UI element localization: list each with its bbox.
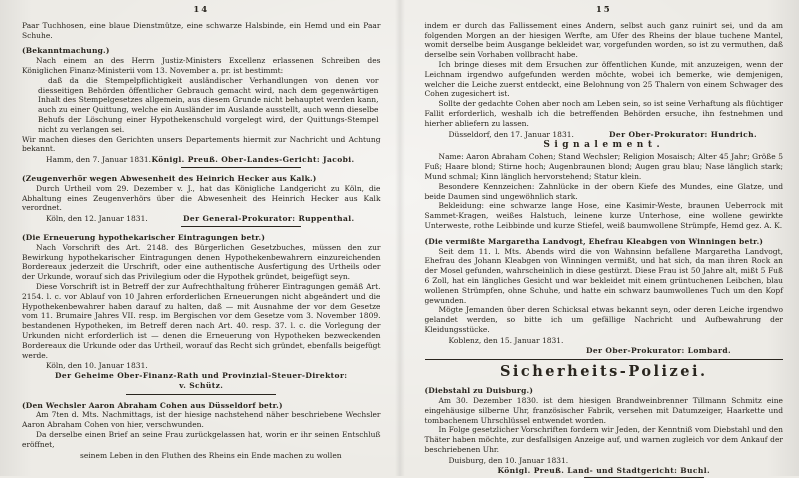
paragraph: Wir machen dieses den Gerichten unsers Departements hiermit zur Nachricht und Achtung bekannt. [22,135,381,155]
dateline [425,456,784,466]
dateline [22,155,381,165]
page-number-left: 14 [22,6,381,16]
dateline-place-date: Köln, den 10. Januar 1831. [46,361,148,371]
dateline [425,336,784,346]
page-14 [0,0,395,476]
paragraph: Da derselbe einen Brief an seine Frau zurückgelassen hat, worin er ihr seinen Entschluß eröffnet, [22,430,381,450]
paragraph: Ich bringe dieses mit dem Ersuchen zur öffentlichen Kunde, mit anzuzeigen, wenn der Leichnam irgendwo aufgefunden werden möchte, wobei ich bemerke, wie demjenigen, welcher die Leiche zuerst entdeckt, eine Belohnung von 25 Thalern von einem Schwager des Cohen zugesichert ist. [425,60,784,99]
paragraph: daß da die Stempelpflichtigkeit ausländischer Verhandlungen von denen vor diesseitigen Behörden öffentlicher Gebrauch gemacht wird, nach dem gegenwärtigen Inhalt des Stempelgesetzes allgemein, aus diesem Grunde nicht behauptet werden kann, auch zu einer Quittung, welche ein Ausländer im Auslande ausstellt, auch wenn dieselbe Behufs der Löschung einer Hypothekenschuld vorgelegt wird, der Quittungs-Stempel nicht zu verlangen sei. [38,76,379,135]
paragraph: Bekleidung: eine schwarze lange Hose, eine Kasimir-Weste, braunen Ueberrock mit Sammet-Kragen, weißes Halstuch, leinene kurze Unterhose, eine wollene gewirkte Unterweste, rothe Leibbinde und kurze Stiefel, weiß baumwollene Strümpfe, Hemd gez. A. K. [425,201,784,230]
paragraph: Seit dem 11. l. Mts. Abends wird die von Wahnsinn befallene Margaretha Landvogt, Ehefrau des Johann Kleabgen von Winningen vermißt, und hat sich, da man ihren Rock an der Mosel gefunden, wahrscheinlich in diese gestürzt. Diese Frau ist 50 Jahre alt, mißt 5 Fuß 6 Zoll, hat ein längliches Gesicht und war bekleidet mit einem grüntuchenen Leibchen, blau wollenen Strümpfen, ohne Schuhe, und hatte ein schwarz baumwollenes Tuch um den Kopf gewunden. [425,247,784,306]
page-15 [405,0,799,476]
signature-line: Königl. Preuß. Land- und Stadtgericht: Buchl. [425,466,784,476]
paragraph: indem er durch das Fallissement eines Andern, selbst auch ganz ruinirt sei, und da am folgenden Morgen an der hiesigen Werfte, am Ufer des Rheins der blaue tuchene Mantel, womit derselbe beim Ausgange bekleidet war, vorgefunden worden, so ist zu vermuthen, daß derselbe sein Vorhaben vollbracht habe. [425,21,784,60]
signature-line: v. Schütz. [22,381,381,391]
signature-line: Der Geheime Ober-Finanz-Rath und Provinzial-Steuer-Direktor: [22,371,381,381]
paragraph: Am 7ten d. Mts. Nachmittags, ist der hiesige nachstehend näher beschriebene Wechsler Aaron Abraham Cohen von hier, verschwunden. [22,410,381,430]
section-heading: (Zeugenverhör wegen Abwesenheit des Heinrich Hecker aus Kalk.) [22,174,381,184]
paragraph: Durch Urtheil vom 29. Dezember v. J., hat das Königliche Landgericht zu Köln, die Abhaltung eines Zeugenverhörs über die Abwesenheit des Heinrich Hecker aus Kalk verordnet. [22,184,381,213]
divider [181,226,301,227]
section-heading: (Die vermißte Margaretha Landvogt, Ehefrau Kleabgen von Winningen betr.) [425,237,784,247]
dateline-place-date: Duisburg, den 10. Januar 1831. [449,456,569,466]
paragraph: Name: Aaron Abraham Cohen; Stand Wechsler; Religion Mosaisch; Alter 45 Jahr; Größe 5 Fuß; Haare blond; Stirne hoch; Augenbraunen blond; Augen grau blau; Nase länglich stark; Mund schmal; Kinn länglich hervorstehend; Statur klein. [425,152,784,181]
section-heading: (Die Erneuerung hypothekarischer Eintragungen betr.) [22,233,381,243]
dateline [22,214,381,224]
paragraph: Paar Tuchhosen, eine blaue Dienstmütze, eine schwarze Halsbinde, ein Hemd und ein Paar Schuhe. [22,21,381,41]
signature: Königl. Preuß. Ober-Landes-Gericht: Jacobi. [152,155,355,165]
dateline-place-date: Düsseldorf, den 17. Januar 1831. [449,130,574,140]
inset-quote-line: seinem Leben in den Fluthen des Rheins ein Ende machen zu wollen [22,451,381,461]
paragraph: Nach Vorschrift des Art. 2148. des Bürgerlichen Gesetzbuches, müssen den zur Bewirkung hypothekarischer Eintragungen denen Hypothekenbewahrern einzureichenden Bordereaux jederzeit die Urschrift, oder eine authentische Ausfertigung des Urtheils oder der Urkunde, worauf sich das Privilegium oder die Hypothek gründet, beigefügt seyn. [22,243,381,282]
section-heading: (Bekanntmachung.) [22,46,381,56]
signature: Der General-Prokurator: Ruppenthal. [183,214,355,224]
section-heading: (Den Wechsler Aaron Abraham Cohen aus Düsseldorf betr.) [22,401,381,411]
divider [425,359,784,360]
paragraph: Am 30. Dezember 1830. ist dem hiesigen Brandweinbrenner Tillmann Schmitz eine eingehäusige silberne Uhr, französischer Fabrik, versehen mit Datumzeiger, Haarkette und tombachenem Uhrschlüssel entwendet worden. [425,396,784,425]
page-number-right: 15 [425,6,784,16]
dateline-place-date: Köln, den 12. Januar 1831. [46,214,148,224]
heading: Signalement. [425,140,784,151]
section-heading: (Diebstahl zu Duisburg.) [425,386,784,396]
dateline-place-date: Hamm, den 7. Januar 1831. [46,155,151,165]
page-gutter [395,0,405,476]
heading: Sicherheits-Polizei. [425,363,784,380]
paragraph: In Folge gesetzlicher Vorschriften fordern wir Jeden, der Kenntniß vom Diebstahl und den Thäter haben möchte, zur desfallsigen Anzeige auf, und warnen zugleich vor dem Ankauf der beschriebenen Uhr. [425,425,784,454]
signature: Der Ober-Prokurator: Hundrich. [609,130,757,140]
dateline [425,130,784,140]
paragraph: Nach einem an des Herrn Justiz-Ministers Excellenz erlassenen Schreiben des Königlichen Finanz-Ministerii vom 13. November a. pr. ist bestimmt: [22,56,381,76]
divider [181,167,301,168]
page-15-content [425,21,784,478]
paragraph: Besondere Kennzeichen: Zahnlücke in der obern Kiefe des Mundes, eine Glatze, und beide Daumen sind ungewöhnlich stark. [425,182,784,202]
paragraph: Diese Vorschrift ist in Betreff der zur Aufrechthaltung früherer Eintragungen gemäß Art. 2154. l. c. vor Ablauf von 10 Jahren erforderlichen Erneuerungen nicht abgeändert und die Hypothekenbewahrer haben darauf zu halten, daß — mit Ausnahme der vor dem Gesetze vom 11. Brumaire Jahres VII. resp. im Bergischen vor dem Gesetze vom 3. November 1809. bestandenen Hypotheken, im Betreff deren nach Art. 40. resp. 37. l. c. die Vorlegung der Urkunden nicht erforderlich ist — denen die Erneuerung von Hypotheken bezweckenden Bordereaux die Urkunde oder das Urtheil, worauf das Recht sich gründet, ebenfalls beigefügt werde. [22,282,381,360]
paragraph: Mögte Jemanden über deren Schicksal etwas bekannt seyn, oder deren Leiche irgendwo gelandet werden, so bitte ich um gefällige Nachricht und Aufbewahrung der Kleidungsstücke. [425,305,784,334]
divider [126,394,276,395]
page-14-content [22,21,381,461]
signature-line: Der Ober-Prokurator: Lombard. [425,346,784,356]
dateline-place-date: Koblenz, den 15. Januar 1831. [449,336,564,346]
dateline [22,361,381,371]
paragraph: Sollte der gedachte Cohen aber noch am Leben sein, so ist seine Verhaftung als flüchtiger Fallit erforderlich, weshalb ich die betreffenden Behörden ersuche, ihn festnehmen und hierher abliefern zu lassen. [425,99,784,128]
